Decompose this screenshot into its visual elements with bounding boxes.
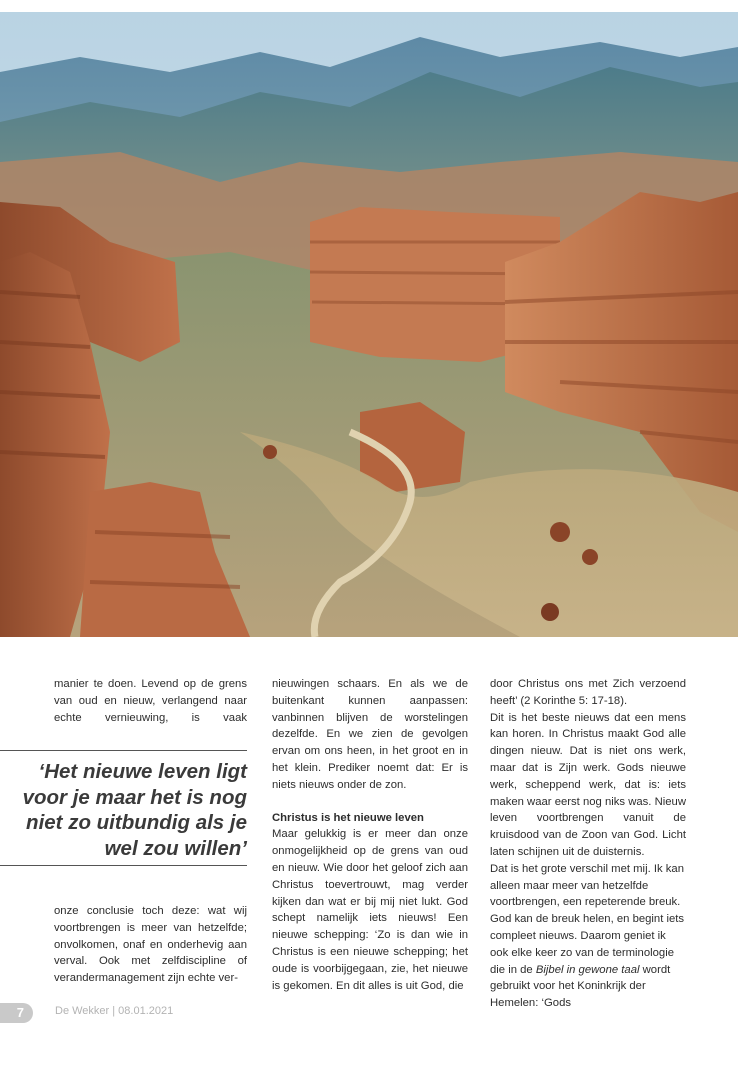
book-title: Bijbel in gewone taal xyxy=(535,963,640,976)
paragraph-text: wordt gebruikt voor het Koninkrijk der Hemelen: ‘Gods xyxy=(490,963,671,1010)
column-1-bottom xyxy=(54,903,247,987)
section-subheading: Christus is het nieuwe leven xyxy=(272,811,424,824)
canyon-photo xyxy=(0,12,738,637)
body-paragraph: manier te doen. Levend op de grens van oud en nieuw, verlangend naar echte vernieuwing, is vaak xyxy=(54,678,247,724)
body-paragraph: nieuwingen schaars. En als we de buitenkant kunnen aanpassen: vanbinnen blijven de worstelingen dezelfde. En we zien de gevolgen ervan om ons heen, in het groot en in het klein. Prediker noemt dat: Er is niets nieuws onder de zon. xyxy=(272,678,468,791)
pull-quote xyxy=(0,750,247,866)
page-number: 7 xyxy=(0,1003,33,1023)
column-3 xyxy=(490,676,686,1012)
body-paragraph: door Christus ons met Zich verzoend heeft’ (2 Korinthe 5: 17-18). xyxy=(490,678,686,707)
body-paragraph: onze conclusie toch deze: wat wij voortbrengen is meer van hetzelfde; onvolkomen, onaf en onderhevig aan verval. Ook met zelfdiscipline of verandermanagement zijn echte ver- xyxy=(54,905,247,985)
column-1-top xyxy=(54,676,247,726)
paragraph-text: Dat is het grote verschil met mij. Ik kan alleen maar meer van hetzelfde voortbrengen, een repeterende breuk. God kan de breuk helen, en begint iets compleet nieuws. Daarom geniet ik ook elke keer zo van de terminologie die in de xyxy=(490,862,685,976)
canyon-landscape-photo xyxy=(0,12,738,637)
body-paragraph: Dit is het beste nieuws dat een mens kan horen. In Christus maakt God alle dingen nieuw. Dat is niet ons werk, maar dat is Zijn werk. Gods nieuwe werk, scheppend werk, dat is: iets maken waar eerst nog niks was. Nieuw leven voortbrengen vanuit de kruisdood van de Zoon van God. Licht laten schijnen uit de duisternis. xyxy=(490,711,686,858)
body-paragraph xyxy=(490,861,686,1012)
column-2 xyxy=(272,676,468,994)
body-paragraph: Maar gelukkig is er meer dan onze onmogelijkheid op de grens van oud en nieuw. Wie door het geloof zich aan Christus toevertrouwt, mag verder kijken dan wat er bij mij niet lukt. God schept namelijk iets nieuws! Een nieuwe schepping: ‘Zo is dan wie in Christus is een nieuwe schepping; het oude is voorbijgegaan, zie, het nieuwe is gekomen. En dit alles is uit God, die xyxy=(272,828,468,992)
publication-info: De Wekker | 08.01.2021 xyxy=(55,1005,174,1017)
pull-quote-text: ‘Het nieuwe leven ligt voor je maar het is nog niet zo uitbundig als je wel zou willen’ xyxy=(22,760,247,860)
page-footer xyxy=(0,1003,300,1023)
